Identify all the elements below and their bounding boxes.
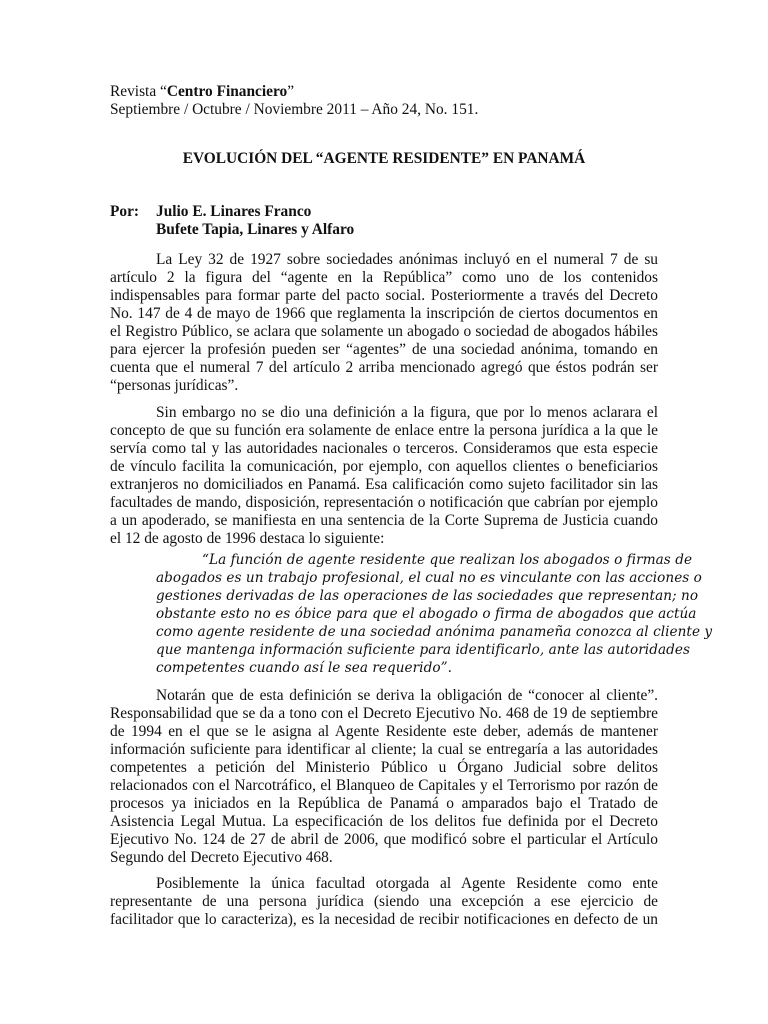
text-line: No. 147 de 4 de mayo de 1966 que reglamenta la inscripción de ciertos documentos en [110,305,658,322]
publication-header [110,83,478,119]
text-line: Asistencia Legal Mutua. La especificación de los delitos fue definida por el Decreto [110,813,658,830]
text-line: concepto de que su función era solamente de enlace entre la persona jurídica a la que le [110,422,658,439]
article-title: EVOLUCIÓN DEL “AGENTE RESIDENTE” EN PANAMÁ [182,150,586,167]
text-line: La Ley 32 de 1927 sobre sociedades anónimas incluyó en el numeral 7 de su [156,251,658,268]
text-line: cuenta que el numeral 7 del artículo 2 arriba mencionado agregó que éstos podrán ser [110,359,658,376]
quote-line: que mantenga información suficiente para identificarlo, ante las autoridades [156,642,690,658]
byline [110,203,354,239]
text-line: extranjeros no domiciliados en Panamá. Esa calificación como sujeto facilitador sin las [110,476,658,493]
text-line: indispensables para formar parte del pacto social. Posteriormente a través del Decreto [110,287,658,304]
text-line: competentes a petición del Ministerio Público u Órgano Judicial sobre delitos [110,759,658,776]
text-line: servía como tal y las autoridades nacionales o terceros. Consideramos que esta especie [110,440,658,457]
text-line: Notarán que de esta definición se deriva la obligación de “conocer al cliente”. [156,687,658,704]
text-line: de vínculo facilita la comunicación, por ejemplo, con aquellos clientes o beneficiarios [110,458,658,475]
text-line: Sin embargo no se dio una definición a la figura, que por lo menos aclarara el [156,404,658,421]
text-line: representante de una persona jurídica (siendo una excepción a ese ejercicio de [110,893,658,910]
text-line: para ejercer la profesión pueden ser “agentes” de una sociedad anónima, tomando en [110,341,658,358]
text-line: de 1994 en el que se le asigna al Agente Residente este deber, además de mantener [110,723,658,740]
paragraph-2 [110,404,658,548]
text-line: a un apoderado, se manifiesta en una sentencia de la Corte Suprema de Justicia cuando [110,512,658,529]
author-name: Julio E. Linares Franco [156,203,312,220]
text-line: “personas jurídicas”. [110,377,239,394]
quote-line: obstante esto no es óbice para que el abogado o firma de abogados que actúa [156,606,697,622]
text-line: Ejecutivo No. 124 de 27 de abril de 2006, que modificó sobre el particular el Artículo [110,831,658,848]
byline-label: Por: [110,203,140,220]
text-line: Segundo del Decreto Ejecutivo 468. [110,849,333,866]
text-line: el 12 de agosto de 1996 destaca lo siguiente: [110,530,385,547]
text-line: facilitador que lo caracteriza), es la necesidad de recibir notificaciones en defecto de un [110,911,658,928]
court-ruling-quote [156,551,713,677]
law-firm-name: Bufete Tapia, Linares y Alfaro [156,221,355,238]
quote-line: como agente residente de una sociedad anónima panameña conozca al cliente y [156,624,713,640]
paragraph-1 [110,251,658,395]
text-line: el Registro Público, se aclara que solamente un abogado o sociedad de abogados hábiles [110,323,658,340]
text-line: información suficiente para identificar al cliente; la cual se entregaría a las autoridades [110,741,658,758]
paragraph-4 [110,875,658,929]
text-line: Posiblemente la única facultad otorgada al Agente Residente como ente [156,875,658,892]
text-line: facultades de mando, disposición, representación o notificación que cabrían por ejemplo [110,494,658,511]
magazine-line: Revista “Centro Financiero” [110,83,295,100]
quote-line: abogados es un trabajo profesional, el cual no es vinculante con las acciones o [156,570,702,586]
issue-line: Septiembre / Octubre / Noviembre 2011 – Año 24, No. 151. [110,101,479,118]
text-line: procesos ya iniciados en la República de Panamá o amparados bajo el Tratado de [110,795,658,812]
paragraph-3 [110,687,658,867]
quote-line: “La función de agente residente que realizan los abogados o firmas de [202,552,693,568]
magazine-name: Centro Financiero [166,83,288,100]
quote-line: competentes cuando así le sea requerido”. [156,660,452,676]
text-line: Responsabilidad que se da a tono con el Decreto Ejecutivo No. 468 de 19 de septiembre [110,705,658,722]
text-line: artículo 2 la figura del “agente en la República” como uno de los contenidos [110,269,658,286]
quote-line: gestiones derivadas de las operaciones de las sociedades que representan; no [156,588,699,604]
text-line: relacionados con el Narcotráfico, el Blanqueo de Capitales y el Terrorismo por razón de [110,777,658,794]
